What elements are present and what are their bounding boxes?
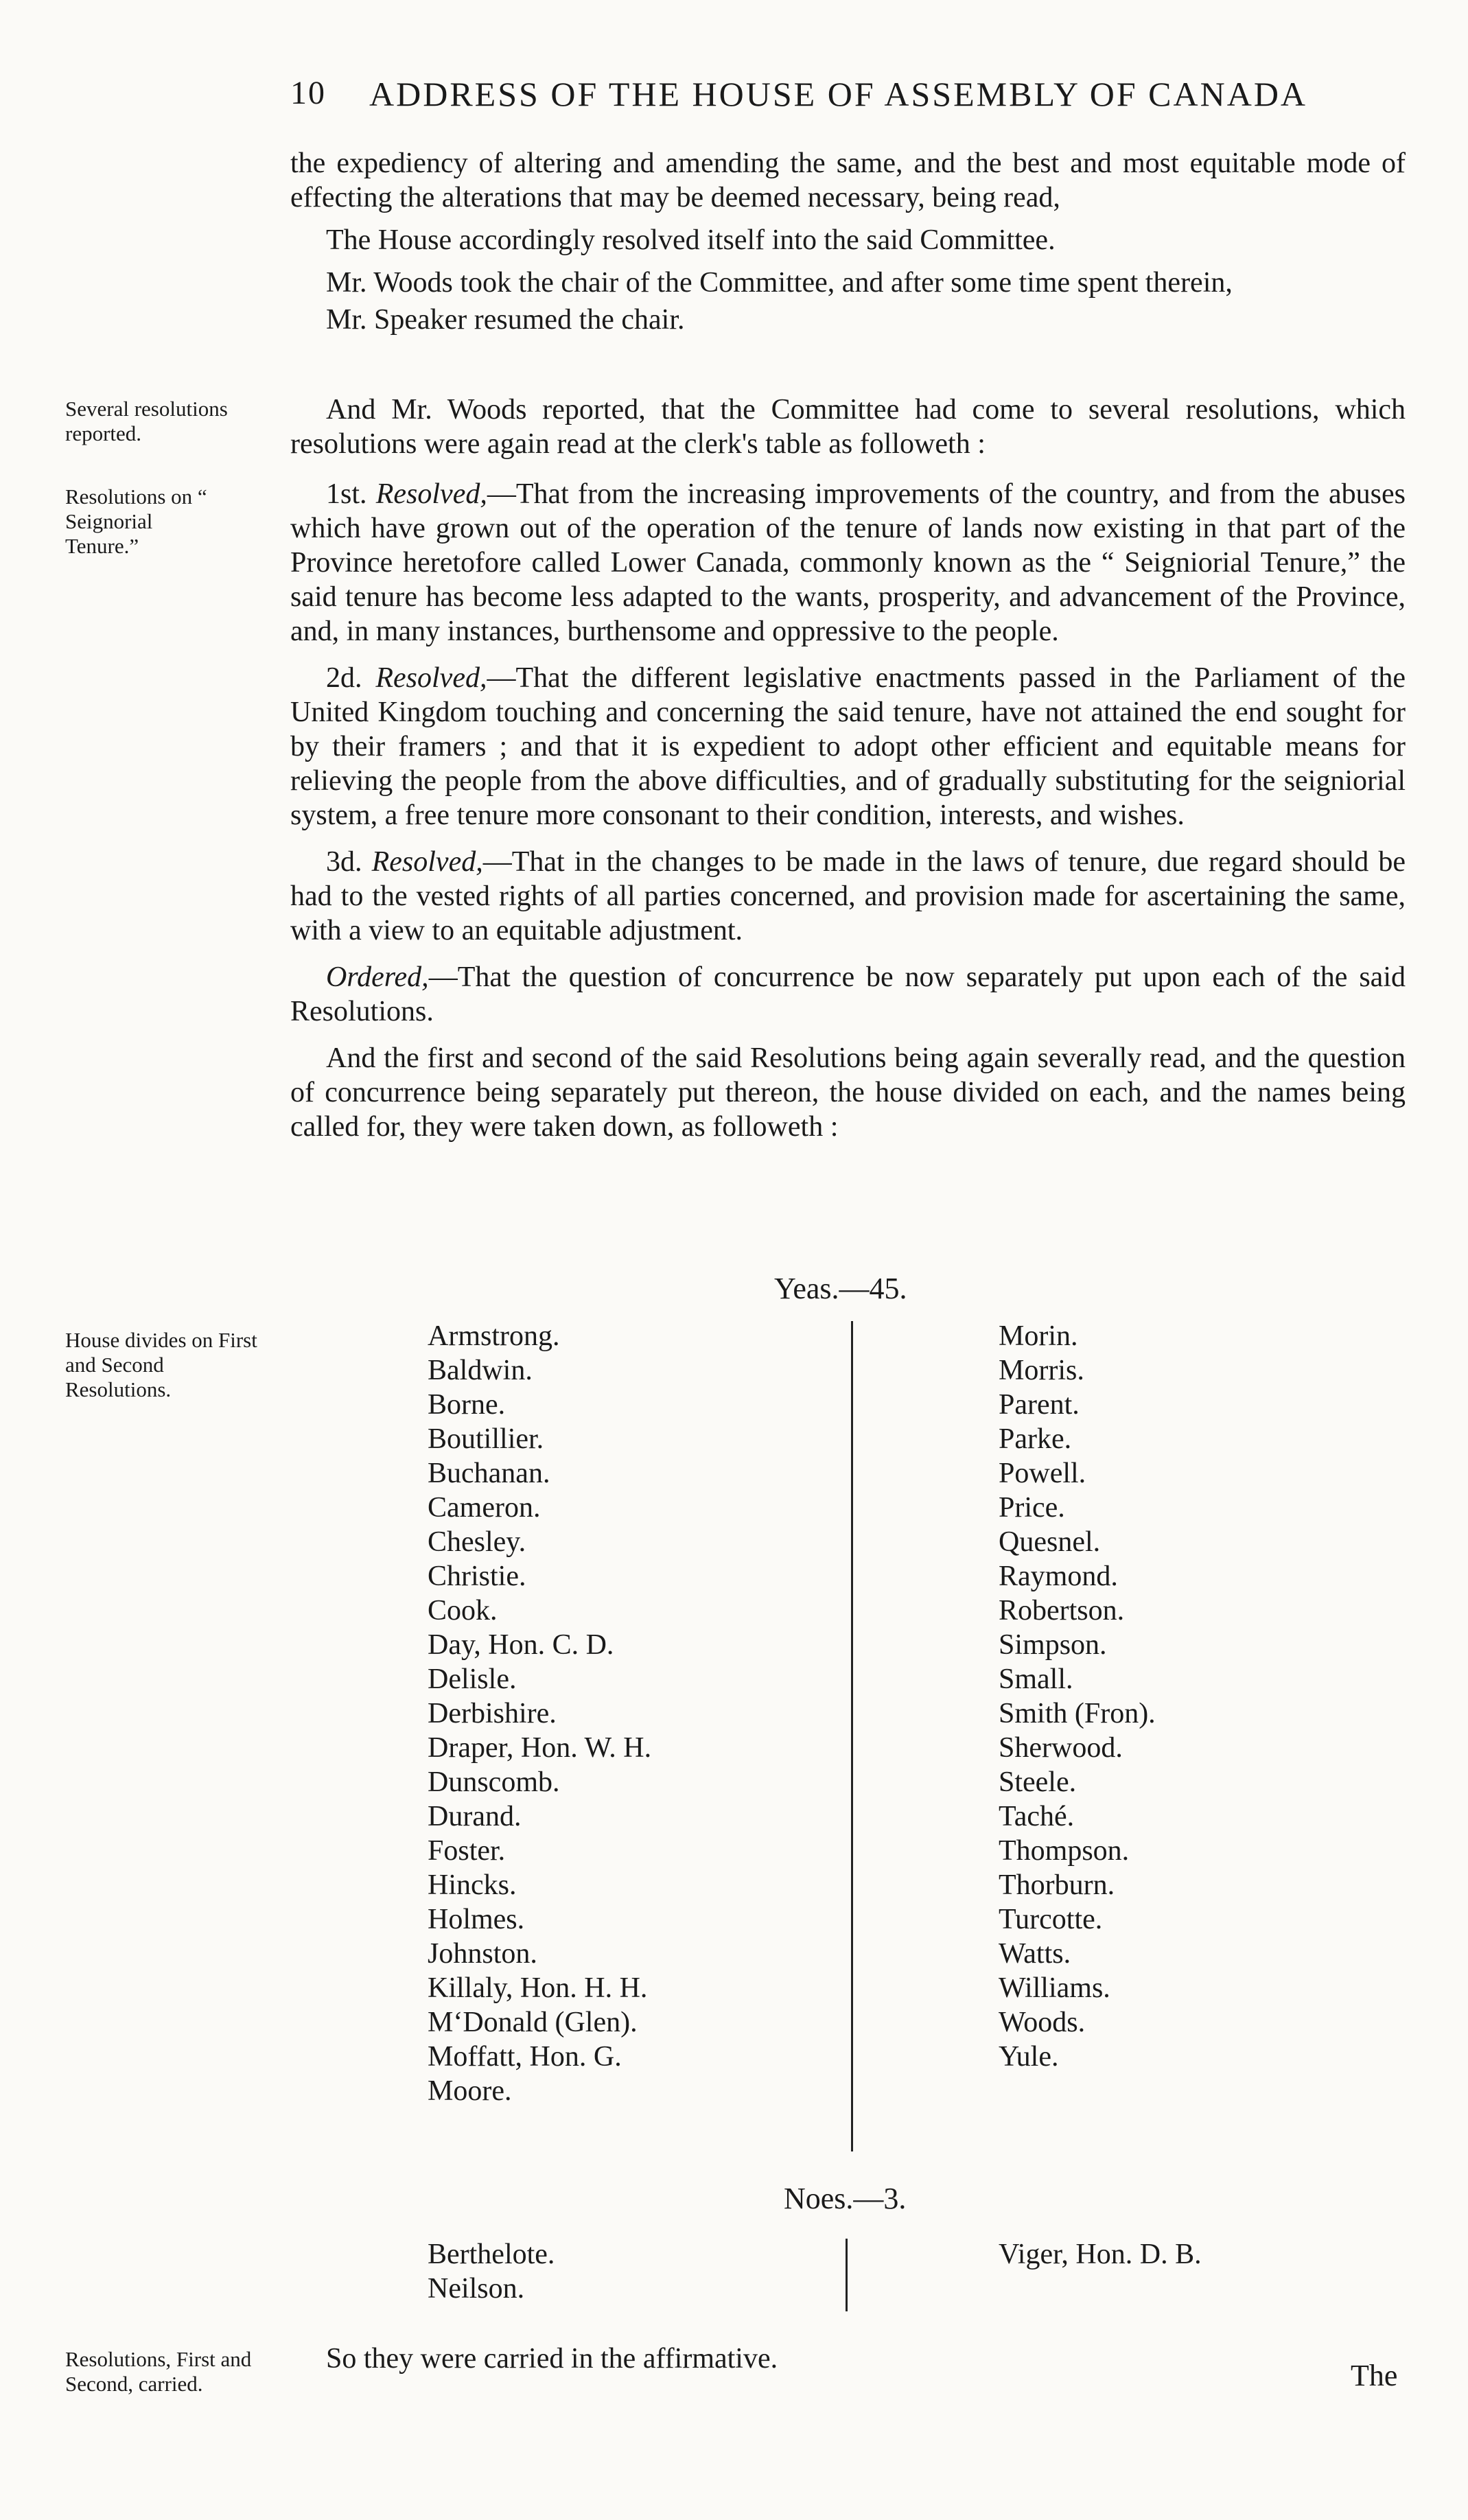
paragraph-committee: The House accordingly resolved itself into the said Committee. — [326, 224, 1056, 256]
member-name: Borne. — [428, 1389, 506, 1421]
member-name: Williams. — [999, 1972, 1110, 2004]
member-name: Neilson. — [428, 2273, 525, 2305]
order-text: —That the question of concurrence be now separately put upon each of the said Resolutions. — [290, 961, 1406, 1027]
member-name: Moffatt, Hon. G. — [428, 2041, 622, 2073]
paragraph-carried: So they were carried in the affirmative. — [326, 2343, 778, 2375]
member-name: Morris. — [999, 1355, 1084, 1386]
member-name: Simpson. — [999, 1629, 1107, 1661]
resolution-2-text: —That the different legislative enactments passed in the Parliament of the United Kingdom touching and concerning the said tenure, have not attained the end sought for by their framers ; and that it is expedient to adopt other efficient and equitable means for relieving the people from the above difficulties, and of gradually substituting for the seigniorial system, a free tenure more consonant to their condition, interests, and wishes. — [290, 662, 1406, 831]
report-text — [290, 393, 1406, 461]
member-name: Woods. — [999, 2007, 1086, 2038]
resolution-3-text: —That in the changes to be made in the laws of tenure, due regard should be had to the vested rights of all parties concerned, and provision made for ascertaining the same, with a view to an equitable adjustment. — [290, 846, 1406, 946]
resolution-1-number: 1st. — [326, 478, 367, 510]
member-name: Parke. — [999, 1423, 1072, 1455]
member-name: Viger, Hon. D. B. — [999, 2239, 1202, 2270]
member-name: Parent. — [999, 1389, 1080, 1421]
member-name: Foster. — [428, 1835, 506, 1867]
order — [290, 960, 1406, 1029]
member-name: Robertson. — [999, 1595, 1125, 1626]
page-number: 10 — [290, 75, 326, 111]
running-header — [290, 74, 1337, 122]
member-name: Durand. — [428, 1801, 522, 1832]
member-name: Sherwood. — [999, 1732, 1123, 1764]
member-name: Armstrong. — [428, 1320, 560, 1352]
member-name: Cameron. — [428, 1492, 541, 1524]
noes-right-list — [999, 2237, 1202, 2272]
member-name: Thorburn. — [999, 1869, 1115, 1901]
final-text — [290, 2342, 1406, 2376]
resolution-1-text: —That from the increasing improvements of the country, and from the abuses which have grown out of the operation of the tenure of lands now existing in that part of the Province heretofore called Lower Canada, commonly known as the “ Seigniorial Tenure,” the said tenure has become less adapted to the wants, prosperity, and advancement of the Province, and, in many instances, burthensome and oppressive to the people. — [290, 478, 1406, 647]
margin-note-carried: Resolutions, First and Second, carried. — [65, 2347, 252, 2396]
resolution-3 — [290, 845, 1406, 948]
member-name: Yule. — [999, 2041, 1059, 2073]
member-name: Berthelote. — [428, 2239, 555, 2270]
member-name: Cook. — [428, 1595, 498, 1626]
member-name: Quesnel. — [999, 1526, 1101, 1558]
catchword: The — [1351, 2359, 1398, 2392]
resolution-2-number: 2d. — [326, 662, 362, 694]
member-name: Moore. — [428, 2075, 512, 2107]
margin-note-reported: Several resolutions reported. — [65, 397, 228, 445]
member-name: Day, Hon. C. D. — [428, 1629, 614, 1661]
column-rule — [851, 1321, 853, 2151]
resolution-1-label: Resolved, — [375, 478, 487, 510]
order-label: Ordered, — [326, 961, 429, 993]
member-name: Taché. — [999, 1801, 1075, 1832]
noes-title: Noes.—3. — [784, 2182, 907, 2215]
member-name: Hincks. — [428, 1869, 517, 1901]
column-rule — [846, 2239, 848, 2311]
opening-text — [290, 146, 1406, 337]
running-title: ADDRESS OF THE HOUSE OF ASSEMBLY OF CANADA — [369, 75, 1308, 113]
member-name: Morin. — [999, 1320, 1078, 1352]
member-name: M‘Donald (Glen). — [428, 2007, 638, 2038]
paragraph-chair: Mr. Woods took the chair of the Committee, and after some time spent therein, — [326, 267, 1233, 299]
resolution-1 — [290, 477, 1406, 649]
paragraph-division: And the first and second of the said Resolutions being again severally read, and the question of concurrence being separately put thereon, the house divided on each, and the names being called for, they were taken down, as followeth : — [290, 1042, 1406, 1143]
member-name: Holmes. — [428, 1904, 525, 1935]
member-name: Baldwin. — [428, 1355, 533, 1386]
yeas-left-list — [428, 1319, 651, 2108]
margin-note-seignorial: Resolutions on “ Seignorial Tenure.” — [65, 485, 207, 558]
member-name: Turcotte. — [999, 1904, 1103, 1935]
noes-left-list — [428, 2237, 555, 2306]
margin-note-house-divides: House divides on First and Second Resolutions. — [65, 1328, 257, 1401]
paragraph-continuation: the expediency of altering and amending the same, and the best and most equitable mode of effecting the alterations that may be deemed necessary, being read, — [290, 148, 1406, 213]
resolution-3-number: 3d. — [326, 846, 362, 878]
member-name: Derbishire. — [428, 1698, 557, 1729]
member-name: Thompson. — [999, 1835, 1130, 1867]
member-name: Killaly, Hon. H. H. — [428, 1972, 648, 2004]
yeas-right-list — [999, 1319, 1156, 2074]
paragraph-report: And Mr. Woods reported, that the Committee had come to several resolutions, which resolutions were again read at the clerk's table as followeth : — [290, 394, 1406, 460]
member-name: Delisle. — [428, 1664, 517, 1695]
member-name: Price. — [999, 1492, 1065, 1524]
member-name: Smith (Fron). — [999, 1698, 1156, 1729]
yeas-title: Yeas.—45. — [774, 1272, 907, 1305]
member-name: Buchanan. — [428, 1458, 550, 1489]
member-name: Dunscomb. — [428, 1766, 560, 1798]
member-name: Powell. — [999, 1458, 1086, 1489]
member-name: Raymond. — [999, 1561, 1118, 1592]
member-name: Chesley. — [428, 1526, 526, 1558]
member-name: Draper, Hon. W. H. — [428, 1732, 652, 1764]
resolutions — [290, 477, 1406, 1144]
resolution-3-label: Resolved, — [371, 846, 483, 878]
resolution-2-label: Resolved, — [375, 662, 487, 694]
member-name: Johnston. — [428, 1938, 537, 1970]
member-name: Christie. — [428, 1561, 526, 1592]
member-name: Steele. — [999, 1766, 1077, 1798]
member-name: Small. — [999, 1664, 1073, 1695]
resolution-2 — [290, 661, 1406, 832]
member-name: Watts. — [999, 1938, 1071, 1970]
member-name: Boutillier. — [428, 1423, 544, 1455]
paragraph-speaker: Mr. Speaker resumed the chair. — [326, 304, 685, 336]
